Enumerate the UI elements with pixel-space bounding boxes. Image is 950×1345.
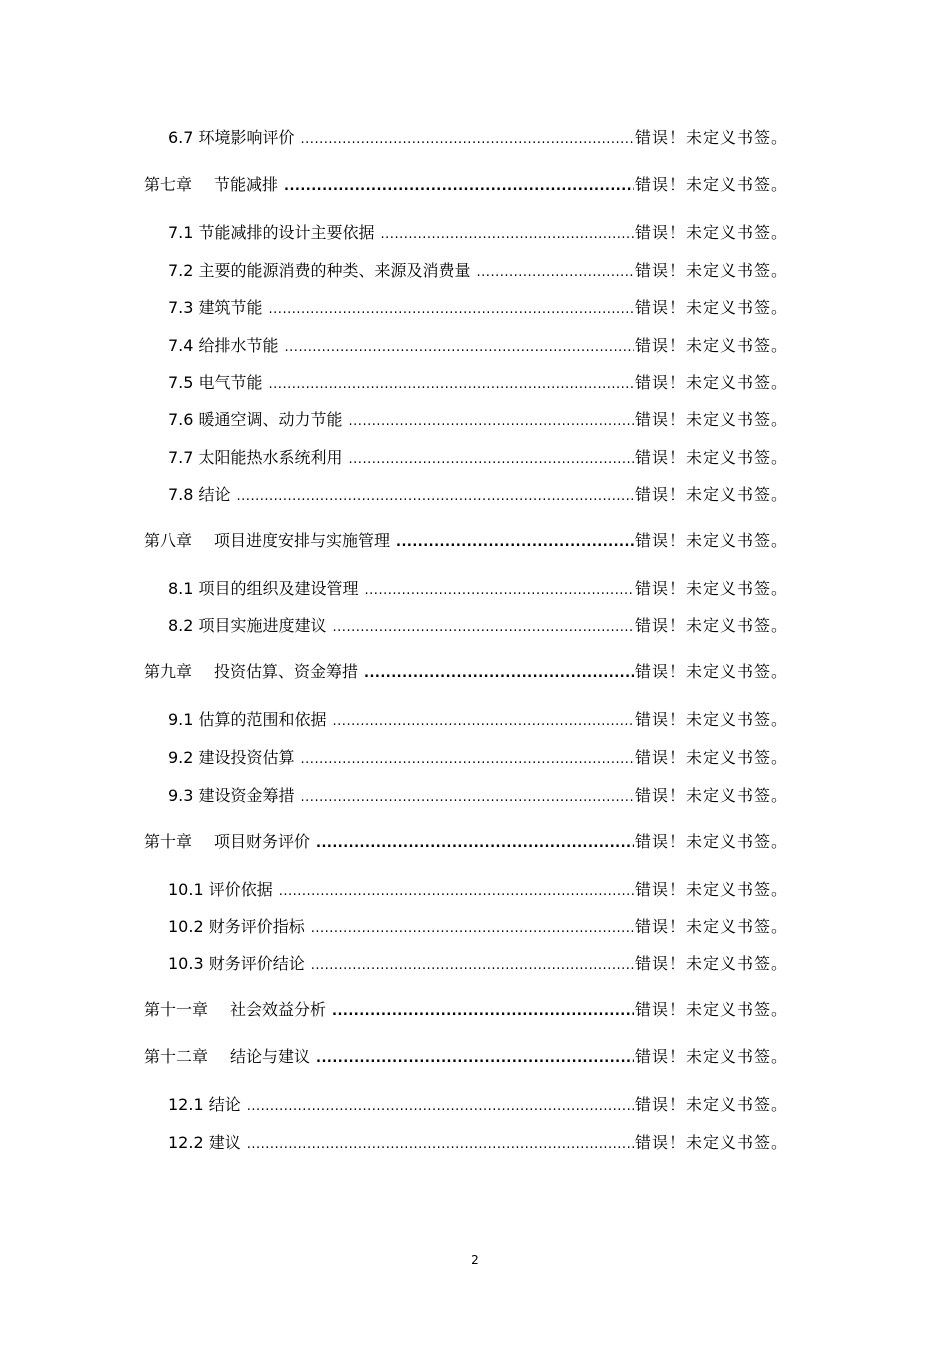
toc-entry-title: 10.2 财务评价指标 [168, 917, 305, 936]
toc-entry-title: 7.1 节能减排的设计主要依据 [168, 223, 375, 242]
toc-chapter-number: 第七章 [144, 175, 193, 194]
toc-dot-leader [284, 175, 634, 195]
toc-chapter-number: 第十二章 [144, 1047, 209, 1066]
toc-entry-title: 12.2 建议 [168, 1133, 241, 1152]
toc-entry-title [144, 531, 390, 551]
toc-chapter-title: 社会效益分析 [230, 1000, 327, 1019]
toc-dot-leader [381, 223, 634, 243]
toc-page-reference: 错误！未定义书签。 [634, 373, 788, 392]
toc-dot-leader [279, 880, 634, 900]
toc-dot-leader [237, 485, 634, 505]
toc-page-reference: 错误！未定义书签。 [634, 1047, 788, 1066]
toc-dot-leader [247, 1095, 634, 1115]
toc-page-reference: 错误！未定义书签。 [634, 175, 788, 194]
toc-page-reference: 错误！未定义书签。 [634, 579, 788, 598]
toc-chapter-title: 项目财务评价 [214, 832, 311, 851]
toc-page-reference: 错误！未定义书签。 [634, 410, 788, 429]
toc-page-reference: 错误！未定义书签。 [634, 954, 788, 973]
toc-dot-leader [247, 1133, 634, 1153]
toc-chapter-title: 投资估算、资金筹措 [214, 662, 359, 681]
toc-page-reference: 错误！未定义书签。 [634, 662, 788, 681]
toc-dot-leader [269, 373, 634, 393]
toc-entry-title: 10.1 评价依据 [168, 880, 273, 899]
toc-page-reference: 错误！未定义书签。 [634, 1000, 788, 1019]
toc-page-reference: 错误！未定义书签。 [634, 298, 788, 317]
toc-chapter-number: 第十章 [144, 832, 193, 851]
toc-dot-leader [301, 786, 634, 806]
toc-page-reference: 错误！未定义书签。 [634, 1095, 788, 1114]
toc-chapter-title: 项目进度安排与实施管理 [214, 531, 391, 550]
toc-entry-title [144, 1047, 310, 1067]
toc-dot-leader [364, 662, 634, 682]
toc-entry-title [144, 832, 310, 852]
toc-section-entry[interactable] [168, 481, 788, 505]
toc-dot-leader [316, 832, 634, 852]
toc-section-entry[interactable] [168, 1091, 788, 1115]
toc-section-entry[interactable] [168, 219, 788, 243]
toc-page-reference: 错误！未定义书签。 [634, 128, 788, 147]
toc-dot-leader [316, 1047, 634, 1067]
toc-page-reference: 错误！未定义书签。 [634, 485, 788, 504]
toc-entry-title: 9.1 估算的范围和依据 [168, 710, 327, 729]
toc-chapter-title: 结论与建议 [230, 1047, 311, 1066]
toc-entry-title: 7.2 主要的能源消费的种类、来源及消费量 [168, 261, 471, 280]
toc-chapter-title: 节能减排 [214, 175, 279, 194]
toc-section-entry[interactable] [168, 369, 788, 393]
toc-section-entry[interactable] [168, 913, 788, 937]
toc-entry-title: 6.7 环境影响评价 [168, 128, 295, 147]
toc-entry-title [144, 175, 278, 195]
toc-page-reference: 错误！未定义书签。 [634, 832, 788, 851]
toc-page-reference: 错误！未定义书签。 [634, 616, 788, 635]
toc-page-reference: 错误！未定义书签。 [634, 880, 788, 899]
toc-entry-title: 7.3 建筑节能 [168, 298, 263, 317]
toc-chapter-entry[interactable] [144, 1043, 788, 1067]
toc-chapter-entry[interactable] [144, 171, 788, 195]
toc-chapter-entry[interactable] [144, 996, 788, 1020]
toc-section-entry[interactable] [168, 257, 788, 281]
toc-section-entry[interactable] [168, 782, 788, 806]
toc-page-reference: 错误！未定义书签。 [634, 261, 788, 280]
toc-chapter-entry[interactable] [144, 527, 788, 551]
toc-page-reference: 错误！未定义书签。 [634, 448, 788, 467]
toc-entry-title: 8.1 项目的组织及建设管理 [168, 579, 359, 598]
toc-section-entry[interactable] [168, 575, 788, 599]
toc-dot-leader [332, 1000, 634, 1020]
toc-entry-title [144, 662, 358, 682]
toc-section-entry[interactable] [168, 876, 788, 900]
toc-entry-title: 7.8 结论 [168, 485, 231, 504]
toc-section-entry[interactable] [168, 294, 788, 318]
toc-page-reference: 错误！未定义书签。 [634, 710, 788, 729]
toc-entry-title: 7.5 电气节能 [168, 373, 263, 392]
toc-dot-leader [365, 579, 634, 599]
toc-chapter-entry[interactable] [144, 658, 788, 682]
toc-section-entry[interactable] [168, 124, 788, 148]
toc-page-reference: 错误！未定义书签。 [634, 531, 788, 550]
toc-dot-leader [285, 336, 634, 356]
toc-chapter-entry[interactable] [144, 828, 788, 852]
toc-section-entry[interactable] [168, 444, 788, 468]
toc-section-entry[interactable] [168, 950, 788, 974]
toc-dot-leader [269, 298, 634, 318]
toc-entry-title: 9.3 建设资金筹措 [168, 786, 295, 805]
toc-entry-title: 7.4 给排水节能 [168, 336, 279, 355]
page-number: 2 [471, 1253, 479, 1267]
toc-dot-leader [301, 128, 634, 148]
toc-entry-title: 9.2 建设投资估算 [168, 748, 295, 767]
toc-entry-title: 7.6 暖通空调、动力节能 [168, 410, 343, 429]
toc-section-entry[interactable] [168, 332, 788, 356]
toc-page-reference: 错误！未定义书签。 [634, 1133, 788, 1152]
toc-dot-leader [333, 616, 634, 636]
toc-dot-leader [311, 917, 634, 937]
toc-entry-title [144, 1000, 326, 1020]
toc-dot-leader [477, 261, 634, 281]
toc-page-reference: 错误！未定义书签。 [634, 336, 788, 355]
toc-page-reference: 错误！未定义书签。 [634, 917, 788, 936]
toc-dot-leader [349, 410, 634, 430]
toc-section-entry[interactable] [168, 744, 788, 768]
toc-entry-title: 12.1 结论 [168, 1095, 241, 1114]
toc-page-reference: 错误！未定义书签。 [634, 223, 788, 242]
toc-chapter-number: 第九章 [144, 662, 193, 681]
toc-chapter-number: 第十一章 [144, 1000, 209, 1019]
toc-chapter-number: 第八章 [144, 531, 193, 550]
toc-dot-leader [349, 448, 634, 468]
toc-dot-leader [396, 531, 634, 551]
toc-section-entry[interactable] [168, 706, 788, 730]
toc-page-reference: 错误！未定义书签。 [634, 786, 788, 805]
toc-section-entry[interactable] [168, 1129, 788, 1153]
toc-entry-title: 10.3 财务评价结论 [168, 954, 305, 973]
toc-dot-leader [301, 748, 634, 768]
toc-entry-title: 7.7 太阳能热水系统利用 [168, 448, 343, 467]
toc-section-entry[interactable] [168, 406, 788, 430]
toc-dot-leader [333, 710, 634, 730]
toc-page-reference: 错误！未定义书签。 [634, 748, 788, 767]
toc-dot-leader [311, 954, 634, 974]
toc-section-entry[interactable] [168, 612, 788, 636]
toc-entry-title: 8.2 项目实施进度建议 [168, 616, 327, 635]
